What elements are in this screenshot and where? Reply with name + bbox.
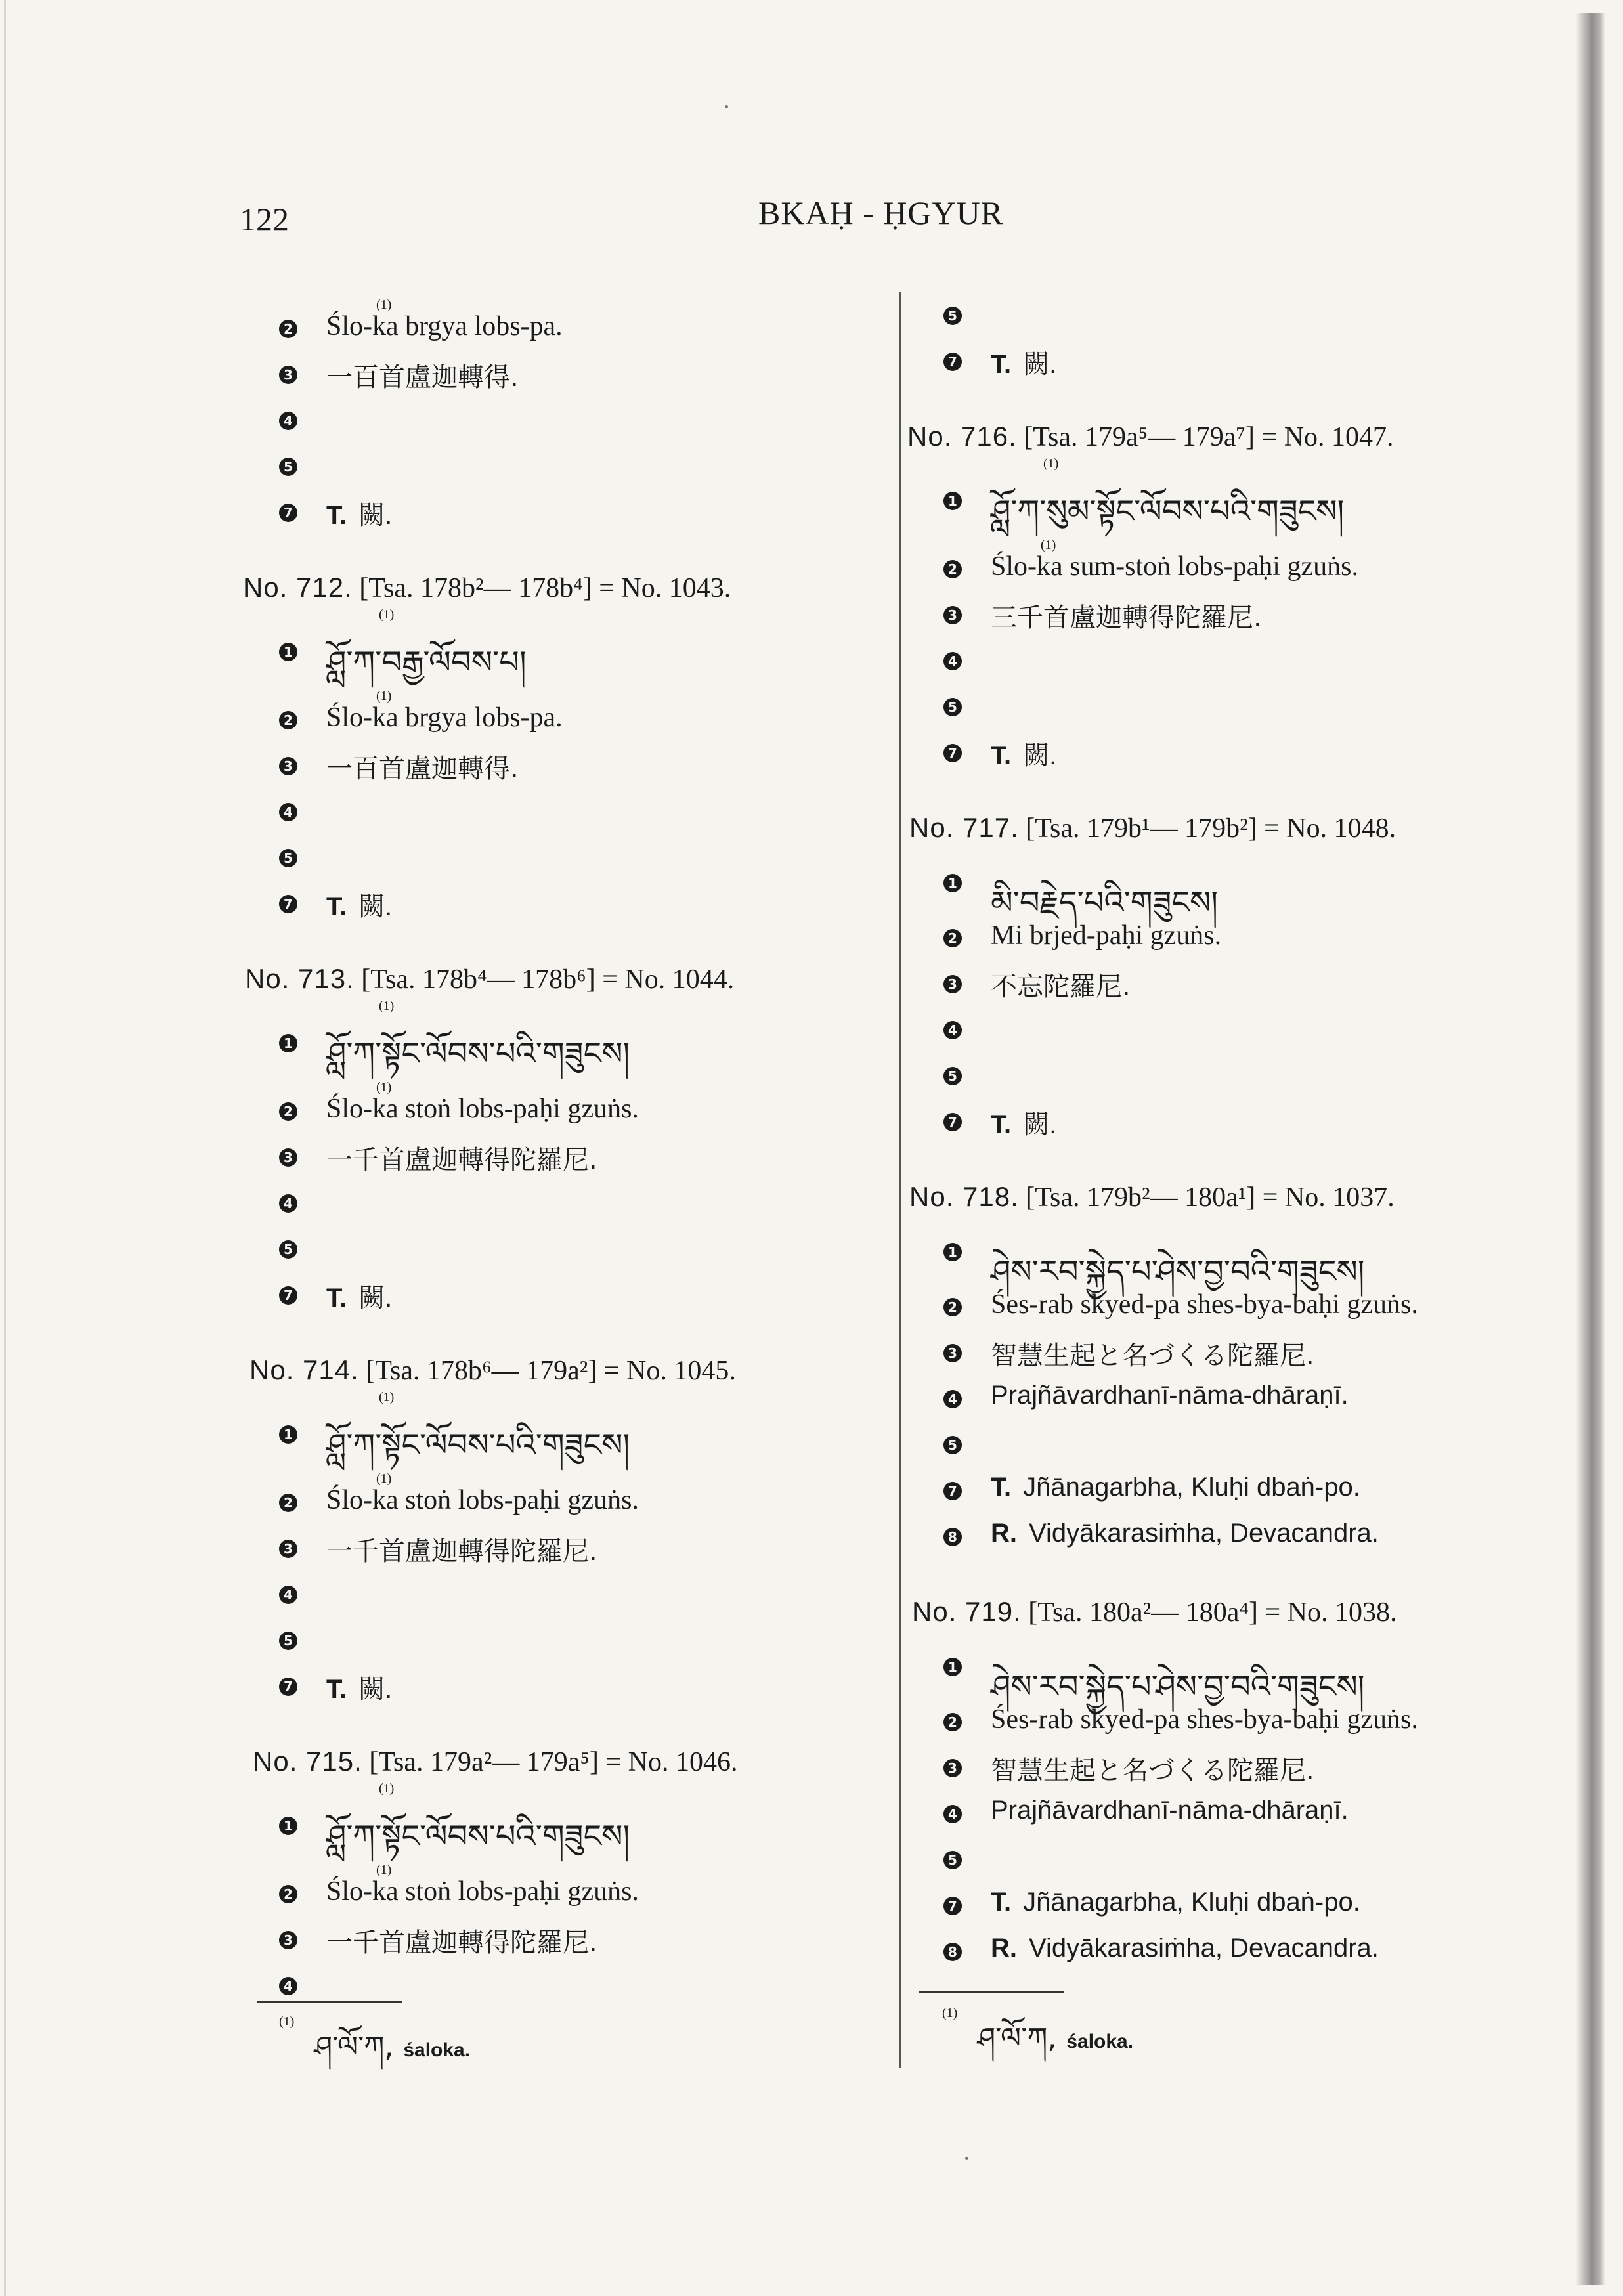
bullet-1: 1 — [943, 874, 962, 892]
entry-line-5 — [943, 292, 1574, 338]
bullet-4: 4 — [943, 652, 962, 670]
entry-line-5 — [279, 443, 909, 489]
bullet-3: 3 — [943, 606, 962, 624]
entry-line-2 — [279, 297, 909, 351]
tibetan-title: (1) ཤློ་ཀ་སྟོང་ལོབས་པའི་གཟུངས། — [326, 1781, 630, 1855]
entry-line-3 — [279, 1134, 909, 1180]
tibetan-line — [279, 607, 909, 697]
entry-line-2 — [279, 689, 909, 743]
entry-line-3 — [943, 1330, 1574, 1375]
bullet-5: 5 — [943, 698, 962, 716]
tibetan-line — [943, 1227, 1574, 1290]
entry-line-4 — [279, 1571, 909, 1617]
tibetan-title: ཤེས་རབ་སྐྱེད་པ་ཤེས་བྱ་བའི་གཟུངས། — [991, 1253, 1365, 1290]
entry-heading-712: No. 712. [Tsa. 178b²— 178b⁴] = No. 1043. — [243, 572, 731, 603]
scan-speck — [965, 2157, 968, 2160]
tibetan-line — [279, 1781, 909, 1871]
sanskrit-title: Prajñāvardhanī-nāma-dhāraṇī. — [991, 1381, 1349, 1410]
bullet-7: 7 — [943, 1897, 962, 1915]
bullet-5: 5 — [943, 307, 962, 325]
bullet-8: 8 — [943, 1528, 962, 1546]
bullet-2: 2 — [279, 320, 297, 338]
bullet-5: 5 — [279, 849, 297, 867]
bullet-2: 2 — [279, 1494, 297, 1512]
entry-line-4 — [943, 638, 1574, 683]
tibetan-title: (1) ཤློ་ཀ་སུམ་སྟོང་ལོབས་པའི་གཟུངས། — [991, 456, 1345, 530]
translator: T. 闕. — [326, 892, 393, 921]
romanized-title: (1) Ślo-ka stoṅ lobs-paḥi gzuṅs. — [326, 1471, 639, 1515]
bullet-1: 1 — [279, 1425, 297, 1444]
entry-line-5 — [943, 1836, 1574, 1882]
bullet-2: 2 — [943, 929, 962, 947]
bullet-5: 5 — [279, 1240, 297, 1259]
entry-line-3 — [943, 961, 1574, 1007]
bullet-3: 3 — [943, 1344, 962, 1362]
bullet-7: 7 — [279, 1678, 297, 1696]
footnote-rule — [919, 1991, 1064, 1993]
bullet-3: 3 — [279, 757, 297, 775]
bullet-3: 3 — [279, 1931, 297, 1949]
bullet-4: 4 — [943, 1021, 962, 1039]
entry-line-5 — [279, 834, 909, 880]
bullet-1: 1 — [943, 1243, 962, 1261]
entry-line-3 — [279, 351, 909, 397]
bullet-5: 5 — [279, 1632, 297, 1650]
entry-line-5 — [943, 1052, 1574, 1098]
entry-line-4 — [279, 397, 909, 443]
bullet-7: 7 — [943, 353, 962, 371]
bullet-4: 4 — [279, 1586, 297, 1604]
entry-heading-719: No. 719. [Tsa. 180a²— 180a⁴] = No. 1038. — [912, 1596, 1397, 1628]
entry-line-2 — [279, 1471, 909, 1525]
entry-heading-714: No. 714. [Tsa. 178b⁶— 179a²] = No. 1045. — [249, 1354, 736, 1386]
entry-heading-715: No. 715. [Tsa. 179a²— 179a⁵] = No. 1046. — [253, 1746, 738, 1777]
romanized-title: Śes-rab skyed-pa shes-bya-baḥi gzuṅs. — [991, 1704, 1418, 1735]
entry-line-2 — [943, 1699, 1574, 1744]
bullet-4: 4 — [279, 1977, 297, 1995]
translator: T. Jñānagarbha, Kluḥi dbaṅ-po. — [991, 1888, 1360, 1917]
entry-line-7 — [279, 489, 909, 535]
entry-line-4 — [943, 1375, 1574, 1421]
entry-line-7 — [943, 729, 1574, 775]
translator: T. 闕. — [991, 741, 1057, 770]
entry-line-7 — [943, 338, 1574, 384]
bullet-3: 3 — [279, 1540, 297, 1558]
bullet-4: 4 — [279, 412, 297, 430]
bullet-7: 7 — [279, 895, 297, 913]
bullet-1: 1 — [943, 492, 962, 510]
bullet-5: 5 — [943, 1851, 962, 1869]
chinese-title: 一千首盧迦轉得陀羅尼. — [326, 1928, 597, 1958]
sanskrit-title: Prajñāvardhanī-nāma-dhāraṇī. — [991, 1796, 1349, 1825]
entry-line-4 — [943, 1007, 1574, 1052]
chinese-title: 一千首盧迦轉得陀羅尼. — [326, 1536, 597, 1567]
bullet-5: 5 — [943, 1436, 962, 1454]
chinese-title: 不忘陀羅尼. — [991, 972, 1131, 1002]
footnote: $^{(1)}$ཤ་ལོ་ཀ, śaloka. — [942, 2006, 1134, 2055]
entry-line-3 — [943, 1744, 1574, 1790]
bullet-1: 1 — [279, 1817, 297, 1835]
bullet-8: 8 — [943, 1943, 962, 1961]
bullet-3: 3 — [279, 1148, 297, 1167]
romanized-title: Mi brjed-paḥi gzuṅs. — [991, 921, 1222, 951]
romanized-title: (1) Ślo-ka sum-stoṅ lobs-paḥi gzuṅs. — [991, 538, 1358, 582]
bullet-4: 4 — [279, 1194, 297, 1213]
bullet-3: 3 — [943, 975, 962, 993]
scan-speck — [725, 105, 728, 108]
bullet-7: 7 — [279, 1286, 297, 1305]
bullet-2: 2 — [279, 711, 297, 729]
translator: T. 闕. — [991, 1110, 1057, 1139]
bullet-1: 1 — [279, 1034, 297, 1052]
entry-line-3 — [279, 1917, 909, 1962]
bullet-4: 4 — [943, 1805, 962, 1823]
bullet-2: 2 — [943, 560, 962, 578]
entry-line-5 — [943, 1421, 1574, 1467]
reviser: R. Vidyākarasiṁha, Devacandra. — [991, 1519, 1379, 1548]
entry-heading-717: No. 717. [Tsa. 179b¹— 179b²] = No. 1048. — [909, 812, 1396, 844]
entry-line-3 — [279, 743, 909, 789]
entry-line-2 — [943, 538, 1574, 592]
romanized-title: (1) Ślo-ka brgya lobs-pa. — [326, 297, 563, 341]
bullet-2: 2 — [279, 1102, 297, 1121]
translator: T. 闕. — [991, 350, 1057, 379]
bullet-7: 7 — [943, 1113, 962, 1131]
entry-line-4 — [279, 1180, 909, 1226]
entry-line-7 — [279, 880, 909, 926]
tibetan-title: མི་བརྗེད་པའི་གཟུངས། — [991, 884, 1219, 921]
tibetan-title: ཤེས་རབ་སྐྱེད་པ་ཤེས་བྱ་བའི་གཟུངས། — [991, 1668, 1365, 1705]
tibetan-line — [943, 858, 1574, 921]
entry-line-3 — [279, 1525, 909, 1571]
entry-line-5 — [943, 683, 1574, 729]
bullet-3: 3 — [279, 366, 297, 384]
bullet-3: 3 — [943, 1759, 962, 1777]
japanese-title: 智慧生起と名づくる陀羅尼. — [991, 1341, 1314, 1371]
entry-line-7 — [943, 1098, 1574, 1144]
bullet-2: 2 — [943, 1298, 962, 1316]
bullet-2: 2 — [279, 1885, 297, 1903]
translator: T. 闕. — [326, 501, 393, 530]
chinese-title: 三千首盧迦轉得陀羅尼. — [991, 603, 1262, 633]
chinese-title: 一百首盧迦轉得. — [326, 754, 519, 784]
entry-heading-713: No. 713. [Tsa. 178b⁴— 178b⁶] = No. 1044. — [245, 963, 735, 995]
tibetan-line — [279, 1390, 909, 1479]
entry-line-7 — [279, 1272, 909, 1318]
translator: T. 闕. — [326, 1284, 393, 1312]
tibetan-line — [279, 999, 909, 1088]
romanized-title: Śes-rab skyed-pa shes-bya-baḥi gzuṅs. — [991, 1289, 1418, 1320]
romanized-title: (1) Ślo-ka brgya lobs-pa. — [326, 689, 563, 733]
reviser: R. Vidyākarasiṁha, Devacandra. — [991, 1934, 1379, 1962]
entry-line-7 — [943, 1882, 1574, 1928]
entry-line-2 — [279, 1863, 909, 1917]
romanized-title: (1) Ślo-ka stoṅ lobs-paḥi gzuṅs. — [326, 1863, 639, 1907]
page-number: 122 — [240, 201, 289, 238]
entry-line-7 — [279, 1663, 909, 1709]
bullet-5: 5 — [943, 1067, 962, 1085]
entry-line-5 — [279, 1617, 909, 1663]
japanese-title: 智慧生起と名づくる陀羅尼. — [991, 1756, 1314, 1786]
translator: T. 闕. — [326, 1675, 393, 1704]
running-title: BKAḤ - ḤGYUR — [758, 194, 1004, 231]
footnote-rule — [257, 2001, 402, 2003]
bullet-7: 7 — [943, 744, 962, 762]
entry-line-4 — [279, 789, 909, 834]
bullet-1: 1 — [943, 1658, 962, 1676]
entry-line-3 — [943, 592, 1574, 638]
chinese-title: 一百首盧迦轉得. — [326, 362, 519, 393]
entry-line-4 — [943, 1790, 1574, 1836]
tibetan-line — [943, 1642, 1574, 1705]
entry-line-2 — [279, 1080, 909, 1134]
entry-line-2 — [943, 1284, 1574, 1330]
footnote: $^{(1)}$ཤ་ལོ་ཀ, śaloka. — [279, 2014, 471, 2064]
bullet-5: 5 — [279, 458, 297, 476]
entry-line-8 — [943, 1928, 1574, 1974]
left-column — [243, 297, 909, 2008]
bullet-4: 4 — [943, 1390, 962, 1408]
tibetan-line — [943, 456, 1574, 546]
scan-edge-left — [4, 0, 6, 2296]
entry-heading-716: No. 716. [Tsa. 179a⁵— 179a⁷] = No. 1047. — [907, 421, 1394, 452]
entry-line-8 — [943, 1513, 1574, 1559]
entry-line-2 — [943, 915, 1574, 961]
translator: T. Jñānagarbha, Kluḥi dbaṅ-po. — [991, 1473, 1360, 1502]
tibetan-title: (1) ཤློ་ཀ་སྟོང་ལོབས་པའི་གཟུངས། — [326, 999, 630, 1072]
entry-heading-718: No. 718. [Tsa. 179b²— 180a¹] = No. 1037. — [909, 1181, 1395, 1213]
entry-line-7 — [943, 1467, 1574, 1513]
bullet-7: 7 — [943, 1482, 962, 1500]
chinese-title: 一千首盧迦轉得陀羅尼. — [326, 1145, 597, 1175]
romanized-title: (1) Ślo-ka stoṅ lobs-paḥi gzuṅs. — [326, 1080, 639, 1124]
bullet-1: 1 — [279, 643, 297, 661]
right-column — [907, 292, 1574, 1974]
bullet-7: 7 — [279, 504, 297, 522]
bullet-4: 4 — [279, 803, 297, 821]
scan-edge-right — [1576, 13, 1605, 2285]
tibetan-title: (1) ཤློ་ཀ་བརྒྱ་ལོབས་པ། — [326, 607, 527, 681]
tibetan-title: (1) ཤློ་ཀ་སྟོང་ལོབས་པའི་གཟུངས། — [326, 1390, 630, 1463]
entry-line-5 — [279, 1226, 909, 1272]
bullet-2: 2 — [943, 1713, 962, 1731]
